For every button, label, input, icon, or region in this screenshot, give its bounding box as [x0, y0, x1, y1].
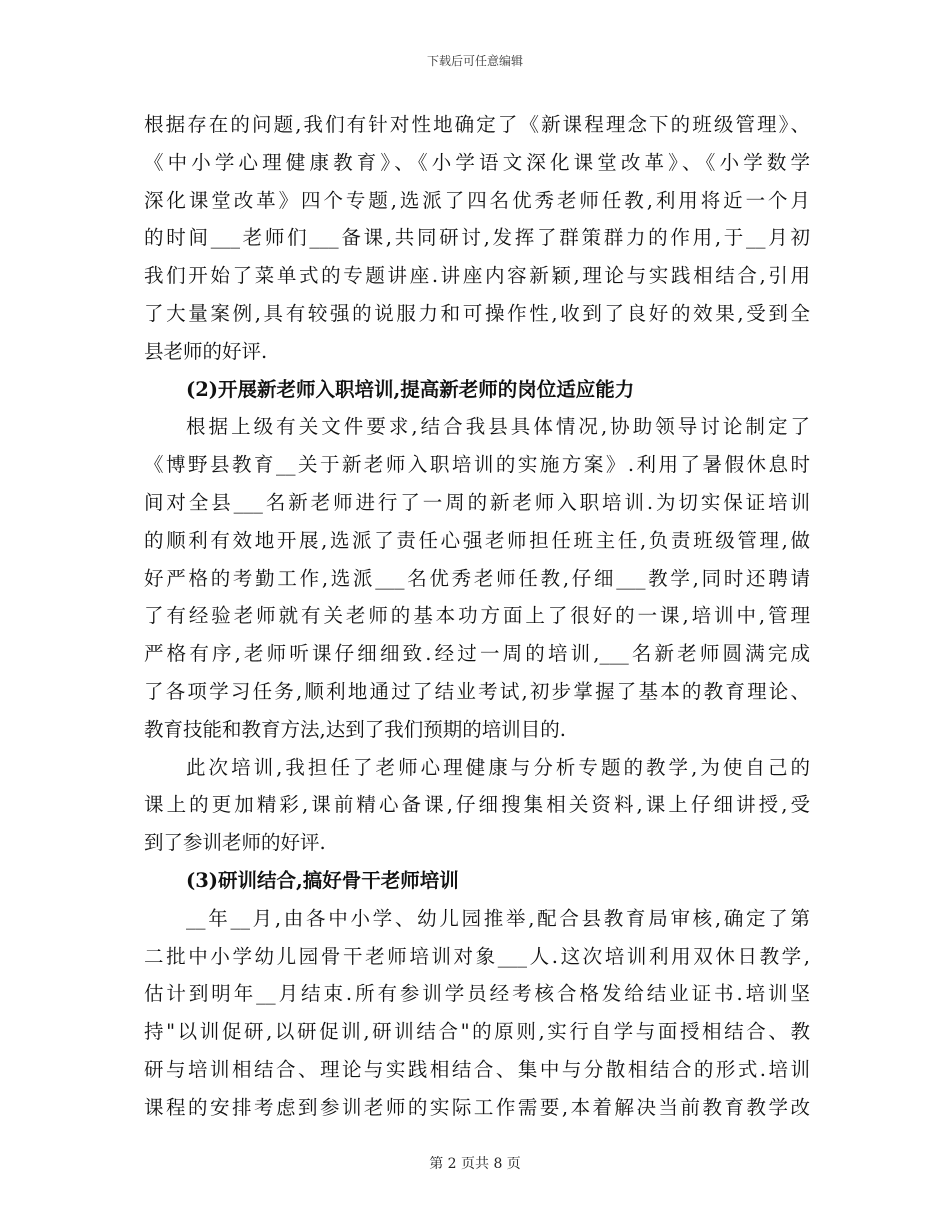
text-line: 严格有序,老师听课仔细细致.经过一周的培训,___名新老师圆满完成	[144, 642, 810, 666]
text-line: 的时间___老师们___备课,共同研讨,发挥了群策群力的作用,于__月初	[144, 226, 810, 250]
section-heading: (3)研训结合,搞好骨干老师培训	[186, 868, 459, 892]
text-line: 的顺利有效地开展,选派了责任心强老师担任班主任,负责班级管理,做	[144, 528, 810, 552]
text-line: 根据存在的问题,我们有针对性地确定了《新课程理念下的班级管理》、	[144, 113, 810, 136]
text-line: 深化课堂改革》四个专题,选派了四名优秀老师任教,利用将近一个月	[144, 188, 810, 212]
page-header: 下载后可任意编辑	[426, 54, 523, 68]
text-line: 间对全县___名新老师进行了一周的新老师入职培训.为切实保证培训	[144, 490, 810, 514]
text-line: 《博野县教育__关于新老师入职培训的实施方案》.利用了暑假休息时	[144, 453, 810, 477]
text-line: 了各项学习任务,顺利地通过了结业考试,初步掌握了基本的教育理论、	[144, 679, 810, 703]
section-heading: (2)开展新老师入职培训,提高新老师的岗位适应能力	[186, 377, 635, 401]
text-line: 估计到明年__月结束.所有参训学员经考核合格发给结业证书.培训坚	[144, 982, 810, 1006]
text-line: 好严格的考勤工作,选派___名优秀老师任教,仔细___教学,同时还聘请	[144, 566, 810, 590]
text-line: 到了参训老师的好评.	[144, 831, 326, 855]
text-line: 了有经验老师就有关老师的基本功方面上了很好的一课,培训中,管理	[144, 604, 810, 628]
text-line: 研与培训相结合、理论与实践相结合、集中与分散相结合的形式.培训	[144, 1057, 810, 1081]
text-line: 根据上级有关文件要求,结合我县具体情况,协助领导讨论制定了	[186, 415, 810, 439]
text-line: 教育技能和教育方法,达到了我们预期的培训目的.	[144, 717, 566, 741]
text-line: 课程的安排考虑到参训老师的实际工作需要,本着解决当前教育教学改	[144, 1095, 810, 1119]
text-line: __年__月,由各中小学、幼儿园推举,配合县教育局审核,确定了第	[186, 906, 810, 930]
text-line: 此次培训,我担任了老师心理健康与分析专题的教学,为使自己的	[186, 755, 810, 779]
body-text	[144, 106, 810, 1127]
page-footer: 第 2 页共 8 页	[429, 1156, 521, 1172]
text-line: 二批中小学幼儿园骨干老师培训对象___人.这次培训利用双休日教学,	[144, 944, 810, 968]
text-line: 我们开始了菜单式的专题讲座.讲座内容新颖,理论与实践相结合,引用	[144, 264, 810, 288]
text-line: 《中小学心理健康教育》、《小学语文深化课堂改革》、《小学数学	[144, 150, 810, 174]
text-line: 课上的更加精彩,课前精心备课,仔细搜集相关资料,课上仔细讲授,受	[144, 793, 810, 817]
text-line: 持"以训促研,以研促训,研训结合"的原则,实行自学与面授相结合、教	[144, 1020, 810, 1044]
text-line: 县老师的好评.	[144, 339, 268, 363]
text-line: 了大量案例,具有较强的说服力和可操作性,收到了良好的效果,受到全	[144, 301, 810, 325]
